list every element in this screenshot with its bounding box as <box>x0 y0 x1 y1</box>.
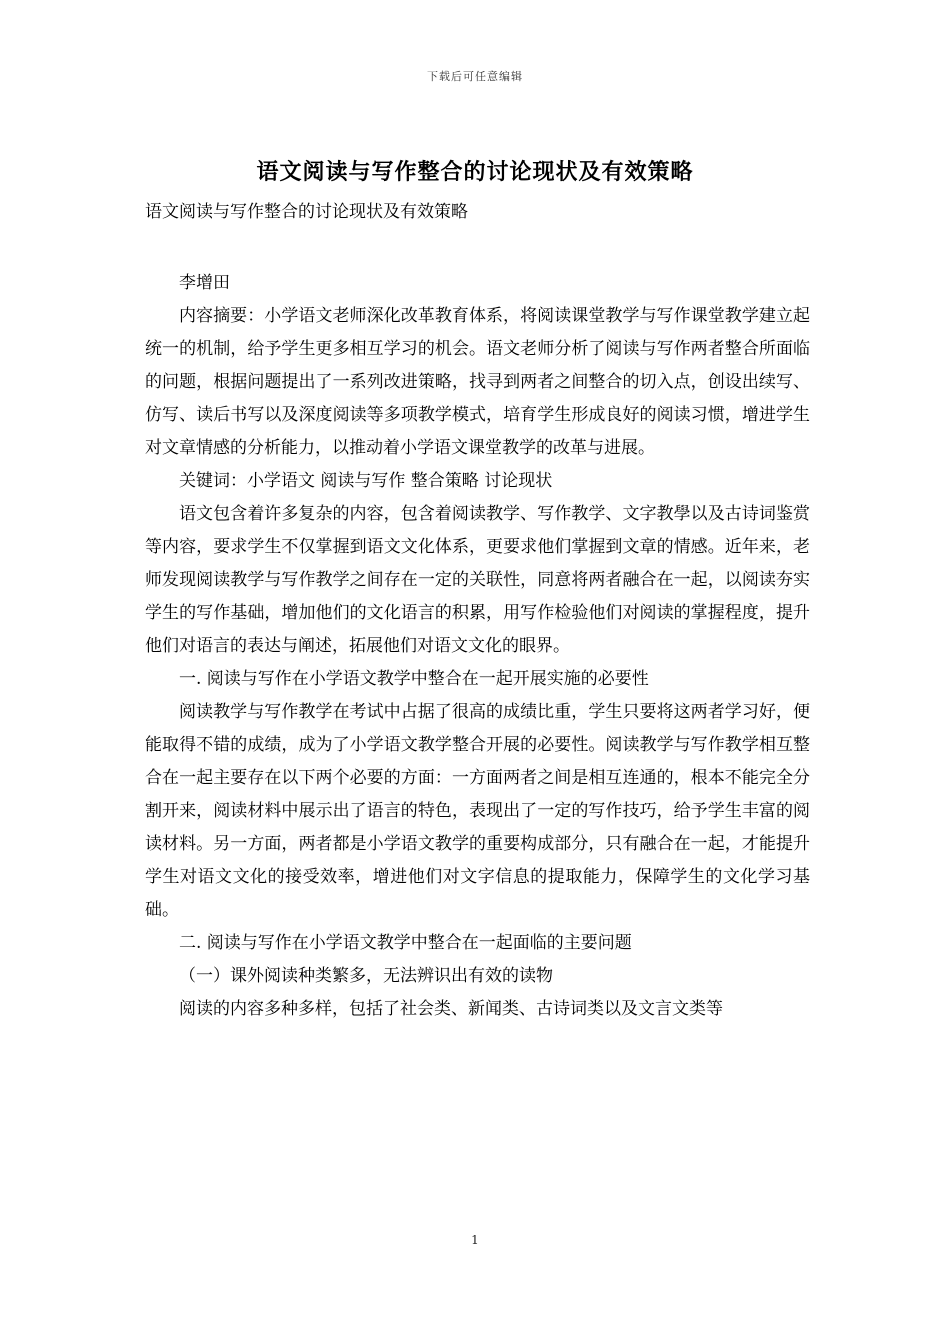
page-number: 1 <box>471 1233 479 1247</box>
intro-paragraph: 语文包含着许多复杂的内容，包含着阅读教学、写作教学、文字教學以及古诗词鉴赏等内容，要求学生不仅掌握到语文文化体系，更要求他们掌握到文章的情感。近年来，老师发现阅读教学与写作教学之间存在一定的关联性，同意将两者融合在一起，以阅读夯实学生的写作基础，增加他们的文化语言的积累，用写作检验他们对阅读的掌握程度，提升他们对语言的表达与阐述，拓展他们对语文文化的眼界。 <box>145 504 810 656</box>
blank-line <box>145 229 810 267</box>
subsection-heading-1: （一）课外阅读种类繁多，无法辨识出有效的读物 <box>179 966 553 986</box>
document-title: 语文阅读与写作整合的讨论现状及有效策略 <box>256 159 694 185</box>
section-1-paragraph: 阅读教学与写作教学在考试中占据了很高的成绩比重，学生只要将这两者学习好，便能取得不错的成绩，成为了小学语文教学整合开展的必要性。阅读教学与写作教学相互整合在一起主要存在以下两个必要的方面：一方面两者之间是相互连通的，根本不能完全分割开来，阅读材料中展示出了语言的特色，表现出了一定的写作技巧，给予学生丰富的阅读材料。另一方面，两者都是小学语文教学的重要构成部分，只有融合在一起，才能提升学生对语文文化的接受效率，增进他们对文字信息的提取能力，保障学生的文化学习基础。 <box>145 702 810 920</box>
document-body <box>145 196 810 1026</box>
section-heading-1: 一. 阅读与写作在小学语文教学中整合在一起开展实施的必要性 <box>179 669 649 689</box>
header-note: 下载后可任意编辑 <box>427 70 523 83</box>
section-heading-2: 二. 阅读与写作在小学语文教学中整合在一起面临的主要问题 <box>179 933 632 953</box>
author-name: 李增田 <box>179 273 230 293</box>
keywords-line: 关键词：小学语文 阅读与写作 整合策略 讨论现状 <box>179 471 553 491</box>
subsection-1-paragraph: 阅读的内容多种多样，包括了社会类、新闻类、古诗词类以及文言文类等 <box>179 999 723 1019</box>
document-subtitle: 语文阅读与写作整合的讨论现状及有效策略 <box>145 202 468 222</box>
abstract-paragraph: 内容摘要：小学语文老师深化改革教育体系，将阅读课堂教学与写作课堂教学建立起统一的机制，给予学生更多相互学习的机会。语文老师分析了阅读与写作两者整合所面临的问题，根据问题提出了一系列改进策略，找寻到两者之间整合的切入点，创设出续写、仿写、读后书写以及深度阅读等多项教学模式，培育学生形成良好的阅读习惯，增进学生对文章情感的分析能力，以推动着小学语文课堂教学的改革与进展。 <box>145 306 810 458</box>
